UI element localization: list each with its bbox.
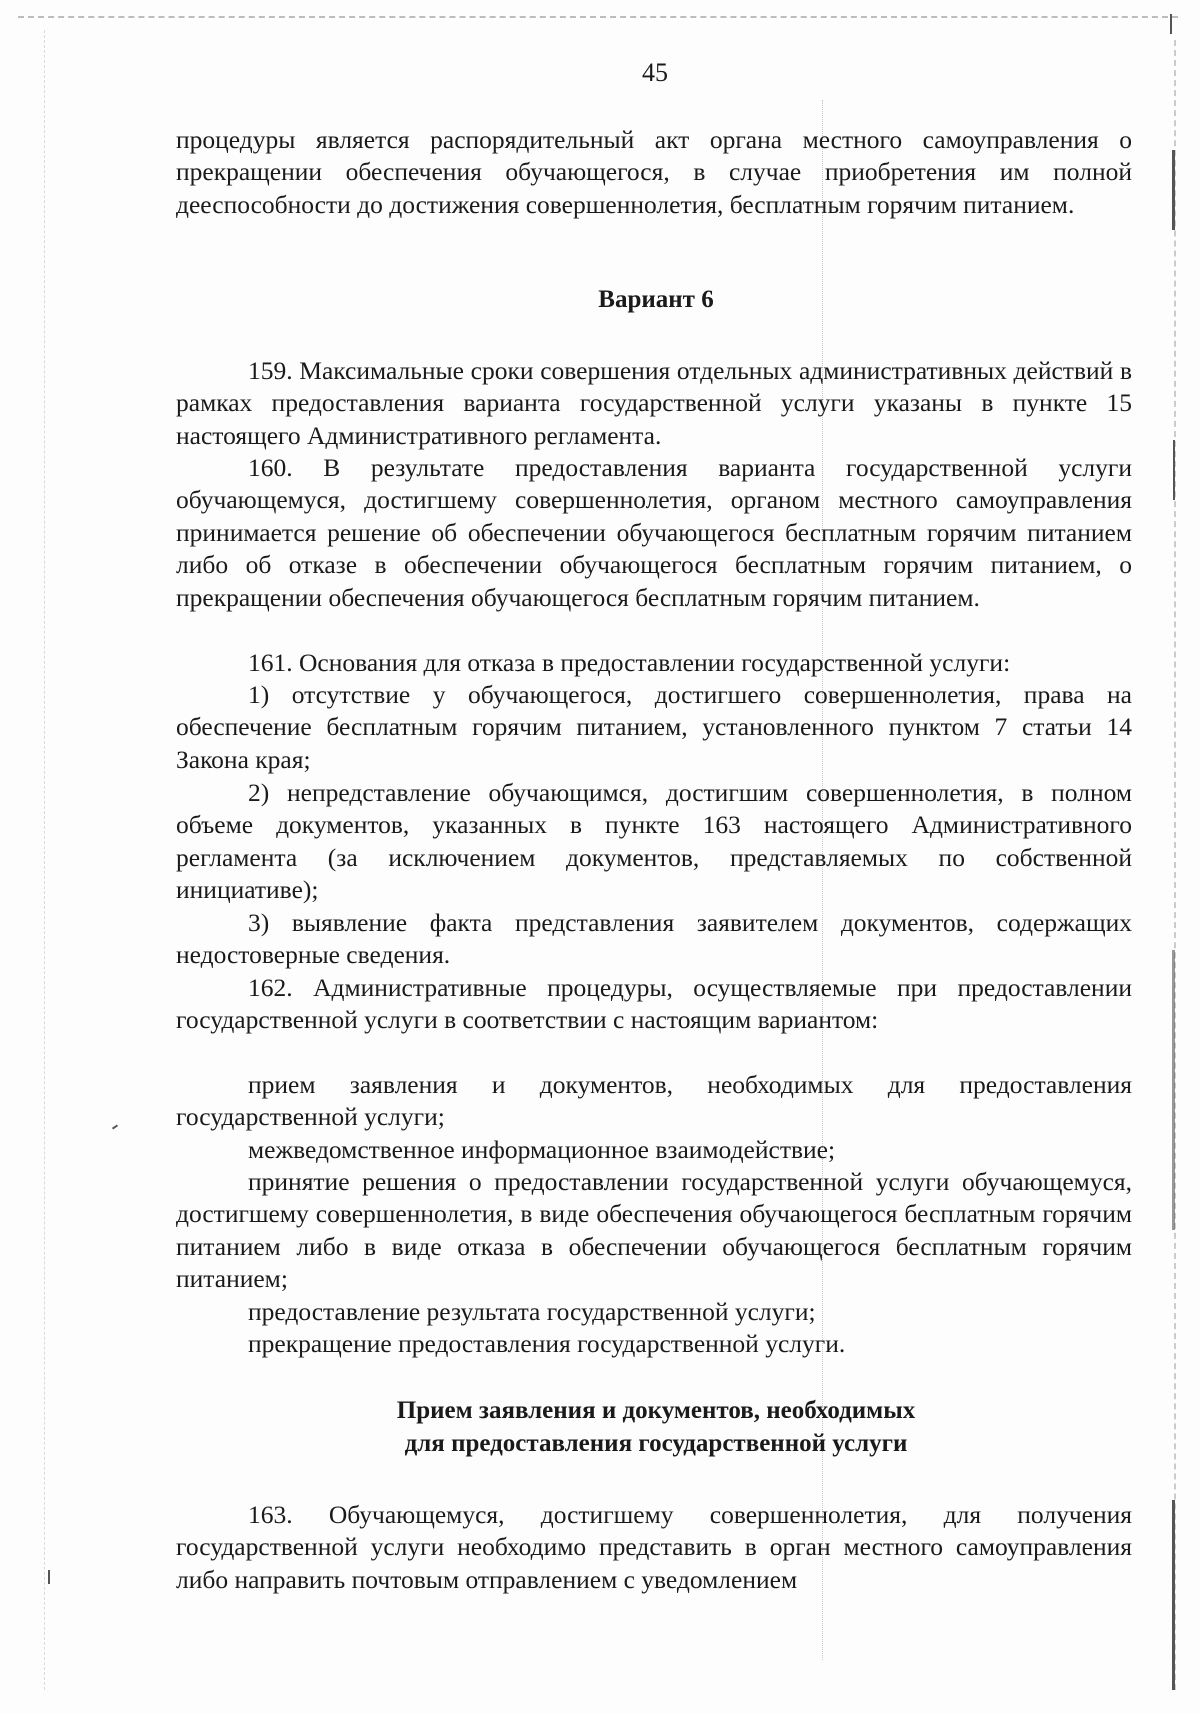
list-item-162-1: прием заявления и документов, необходимых для предоставления государственной услуги; xyxy=(176,1070,1132,1132)
list-item-161-3: 3) выявление факта представления заявителем документов, содержащих недостоверные сведения. xyxy=(176,908,1132,970)
scan-border-right xyxy=(1174,40,1176,1690)
paragraph-159: 159. Максимальные сроки совершения отдельных административных действий в рамках предоставления варианта государственной услуги указаны в пункте 15 настоящего Административного регламента. xyxy=(176,356,1132,450)
heading-variant: Вариант 6 xyxy=(598,286,714,313)
scan-speck xyxy=(1172,950,1175,1230)
paragraph-160: 160. В результате предоставления варианта государственной услуги обучающемуся, достигшему совершеннолетия, органом местного самоуправления принимается решение об обеспечении обучающегося бесплатным горячим питанием либо об отказе в обеспечении обучающегося бесплатным горячим питанием, о прекращении обеспечения обучающегося бесплатным горячим питанием. xyxy=(176,453,1132,612)
scan-speck xyxy=(1172,150,1175,230)
scan-corner-mark xyxy=(1170,14,1172,34)
page-number: 45 xyxy=(642,58,668,87)
list-item-162-3: принятие решения о предоставлении государственной услуги обучающемуся, достигшему совершеннолетия, в виде обеспечения обучающегося бесплатным горячим питанием либо в виде отказа в обеспечении обучающегося бесплатным горячим питанием; xyxy=(176,1167,1132,1294)
scan-border-top xyxy=(18,16,1178,18)
scan-speck xyxy=(1172,1500,1175,1690)
scan-speck xyxy=(1173,440,1175,500)
heading-section-line1: Прием заявления и документов, необходимых xyxy=(396,1397,916,1424)
list-item-161-2: 2) непредставление обучающимся, достигшим совершеннолетия, в полном объеме документов, указанных в пункте 163 настоящего Административного регламента (за исключением документов, представляемых по собственной инициативе); xyxy=(176,778,1132,905)
paragraph-163: 163. Обучающемуся, достигшему совершеннолетия, для получения государственной услуги необходимо представить в орган местного самоуправления либо направить почтовым отправлением с уведомлением xyxy=(176,1500,1132,1594)
paragraph-162: 162. Административные процедуры, осуществляемые при предоставлении государственной услуги в соответствии с настоящим вариантом: xyxy=(176,973,1132,1035)
list-item-162-5: прекращение предоставления государственной услуги. xyxy=(248,1329,846,1358)
heading-section-line2: для предоставления государственной услуги xyxy=(404,1430,908,1457)
scan-border-left xyxy=(44,30,45,1690)
scan-speck xyxy=(112,1124,118,1129)
list-item-162-2: межведомственное информационное взаимодействие; xyxy=(248,1135,836,1164)
scan-speck xyxy=(48,1570,50,1584)
list-item-161-1: 1) отсутствие у обучающегося, достигшего совершеннолетия, права на обеспечение бесплатным горячим питанием, установленного пунктом 7 статьи 14 Закона края; xyxy=(176,680,1132,774)
paragraph-continuation: процедуры является распорядительный акт органа местного самоуправления о прекращении обеспечения обучающегося, в случае приобретения им полной дееспособности до достижения совершеннолетия, бесплатным горячим питанием. xyxy=(176,125,1132,219)
list-item-162-4: предоставление результата государственной услуги; xyxy=(248,1297,816,1326)
paragraph-161: 161. Основания для отказа в предоставлении государственной услуги: xyxy=(248,648,1011,677)
